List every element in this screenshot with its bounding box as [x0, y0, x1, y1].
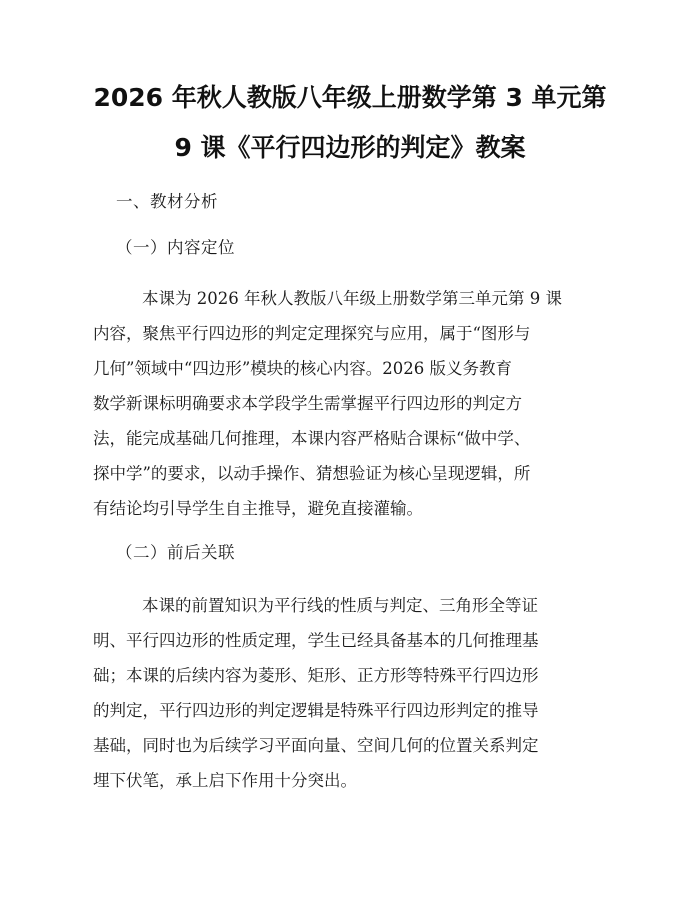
paragraph-text: 埋下伏笔，承上启下作用十分突出。 [93, 771, 357, 790]
subsection-heading-connections: （二）前后关联 [116, 543, 235, 562]
paragraph-text: 有结论均引导学生自主推导，避免直接灌输。 [93, 499, 423, 518]
document-title-line-2: 9 课《平行四边形的判定》教案 [174, 133, 526, 162]
paragraph-text: 础；本课的后续内容为菱形、矩形、正方形等特殊平行四边形 [93, 666, 539, 685]
paragraph-text: 几何”领域中“四边形”模块的核心内容。2026 版义务教育 [93, 359, 513, 378]
paragraph-text: 基础，同时也为后续学习平面向量、空间几何的位置关系判定 [93, 736, 539, 755]
paragraph-text: 本课的前置知识为平行线的性质与判定、三角形全等证 [142, 596, 538, 615]
section-heading-textbook-analysis: 一、教材分析 [116, 192, 218, 211]
paragraph-text: 明、平行四边形的性质定理，学生已经具备基本的几何推理基 [93, 631, 539, 650]
document-title-line-1: 2026 年秋人教版八年级上册数学第 3 单元第 [93, 83, 607, 112]
paragraph-text: 法，能完成基础几何推理，本课内容严格贴合课标“做中学、 [93, 429, 531, 448]
paragraph-text: 内容，聚焦平行四边形的判定定理探究与应用，属于“图形与 [93, 324, 531, 343]
paragraph-text: 的判定，平行四边形的判定逻辑是特殊平行四边形判定的推导 [93, 701, 539, 720]
subsection-heading-content-positioning: （一）内容定位 [116, 238, 235, 257]
paragraph-text: 探中学”的要求，以动手操作、猜想验证为核心呈现逻辑，所 [93, 464, 531, 483]
paragraph-text: 本课为 2026 年秋人教版八年级上册数学第三单元第 9 课 [142, 289, 562, 308]
paragraph-text: 数学新课标明确要求本学段学生需掌握平行四边形的判定方 [93, 394, 522, 413]
